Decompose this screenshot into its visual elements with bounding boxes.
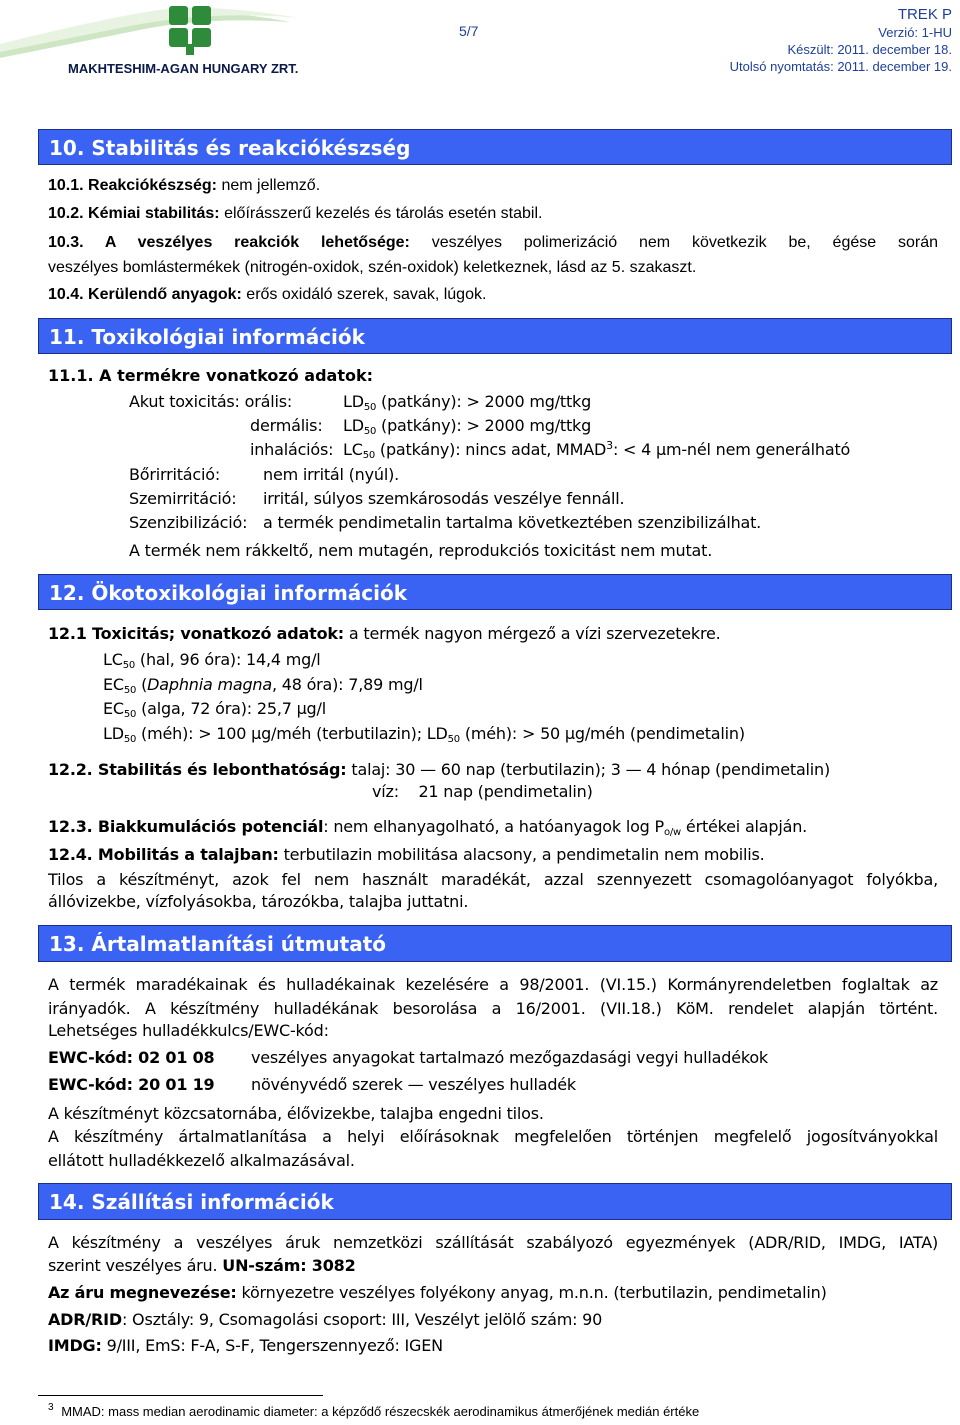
s11-subtitle: 11.1. A termékre vonatkozó adatok: (48, 366, 374, 385)
s10-line-2: 10.2. Kémiai stabilitás: előírásszerű kezelés és tárolás esetén stabil. (48, 205, 543, 222)
printed-date: Utolsó nyomtatás: 2011. december 19. (729, 59, 952, 74)
s10-line-1: 10.1. Reakciókészség: nem jellemző. (48, 177, 321, 194)
s12-row-1: $LC_{50}$ (hal, 96 óra): 14,4 mg/l (103, 650, 321, 671)
s11-inhal: inhalációs: (250, 440, 334, 459)
company-name: MAKHTESHIM-AGAN HUNGARY ZRT. (68, 61, 299, 76)
s14-para-5: IMDG: 9/III, EmS: F-A, S-F, Tengerszennyező: IGEN (48, 1336, 443, 1355)
s12-row-4: $LD_{50}$ (méh): > 100 µg/méh (terbutilazin); $LD_{50}$ (méh): > 50 µg/méh (pendimetalin) (103, 724, 745, 745)
s13-para-1: A termék maradékainak és hulladékainak kezelésére a 98/2001. (VI.15.) Kormányrendeletben foglaltak az (48, 975, 938, 994)
section-11-title: 11. Toxikológiai információk (38, 318, 952, 354)
s11-szem-label: Szemirritáció: (129, 489, 237, 508)
page-number: 5/7 (459, 23, 479, 39)
s12-row-3: $EC_{50}$ (alga, 72 óra): 25,7 µg/l (103, 699, 326, 720)
s11-dermal-value: $LD_{50}$ (patkány): > 2000 mg/ttkg (343, 416, 592, 437)
s14-para-1: A készítmény a veszélyes áruk nemzetközi szállítását szabályozó egyezmények (ADR/RID, IMDG, IATA) (48, 1233, 938, 1252)
footnote: $^3$ MMAD: mass median aerodinamic diameter: a képződő részecskék aerodinamikus átmerőjének medián értéke (48, 1402, 700, 1419)
s12-line-1: 12.1 Toxicitás; vonatkozó adatok: a termék nagyon mérgező a vízi szervezetekre. (48, 624, 721, 643)
s12-line-2b: víz: 21 nap (pendimetalin) (372, 782, 593, 801)
section-12-title: 12. Ökotoxikológiai információk (38, 574, 952, 610)
ewc-code-2: EWC-kód: 20 01 19 (48, 1075, 215, 1094)
s13-para-3: Lehetséges hulladékkulcs/EWC-kód: (48, 1021, 329, 1040)
s11-dermal: dermális: (250, 416, 323, 435)
created-date: Készült: 2011. december 18. (787, 42, 952, 57)
s11-szem-value: irritál, súlyos szemkárosodás veszélye fennáll. (263, 489, 625, 508)
s11-inhal-value: $LC_{50}$ (patkány): nincs adat, $MMAD^3$: < 4 µm-nél nem generálható (343, 439, 851, 461)
s12-para-2: állóvizekbe, vízfolyásokba, tározókba, talajba juttatni. (48, 892, 469, 911)
section-14-title: 14. Szállítási információk (38, 1183, 952, 1220)
section-10-title: 10. Stabilitás és reakciókészség (38, 129, 952, 165)
logo (0, 0, 380, 60)
ewc-code-1: EWC-kód: 02 01 08 (48, 1048, 215, 1067)
ewc-text-2: növényvédő szerek — veszélyes hulladék (251, 1075, 576, 1094)
footnote-rule (38, 1395, 323, 1396)
s12-para-1: Tilos a készítményt, azok fel nem használt maradékát, azzal szennyezett csomagolóanyagot folyókba, (48, 870, 938, 889)
version: Verzió: 1-HU (878, 25, 952, 40)
s11-szen-label: Szenzibilizáció: (129, 513, 248, 532)
s14-para-4: ADR/RID: Osztály: 9, Csomagolási csoport: III, Veszélyt jelölő szám: 90 (48, 1310, 603, 1329)
clover-icon (165, 4, 215, 56)
product-name: TREK P (897, 6, 952, 23)
s10-line-4: 10.4. Kerülendő anyagok: erős oxidáló szerek, savak, lúgok. (48, 286, 487, 303)
s12-line-4: 12.4. Mobilitás a talajban: terbutilazin mobilitása alacsony, a pendimetalin nem mobilis. (48, 845, 765, 864)
s10-line-3b: veszélyes bomlástermékek (nitrogén-oxidok, szén-oxidok) keletkeznek, lásd az 5. szakaszt. (48, 259, 697, 276)
s11-bor-value: nem irritál (nyúl). (263, 465, 399, 484)
s13-para-6: ellátott hulladékkezelő alkalmazásával. (48, 1151, 355, 1170)
s11-bor-label: Bőrirritáció: (129, 465, 221, 484)
s11-oral: Akut toxicitás: orális: (129, 392, 293, 411)
section-13-title: 13. Ártalmatlanítási útmutató (38, 925, 952, 962)
s14-para-2: szerint veszélyes áru. UN-szám: 3082 (48, 1256, 356, 1275)
s14-para-3: Az áru megnevezése: környezetre veszélyes folyékony anyag, m.n.n. (terbutilazin, pendimetalin) (48, 1283, 827, 1302)
s11-szen-value: a termék pendimetalin tartalma következtében szenzibilizálhat. (263, 513, 762, 532)
s13-para-5: A készítmény ártalmatlanítása a helyi előírásoknak megfelelően történjen megfelelő jogosítványokkal (48, 1127, 938, 1146)
s13-para-2: irányadók. A készítmény hulladékának besorolása a 16/2001. (VII.18.) KöM. rendelet alapján történt. (48, 999, 938, 1018)
s10-line-3: 10.3. A veszélyes reakciók lehetősége: veszélyes polimerizáció nem következik be, égése során (48, 234, 938, 251)
s13-para-4: A készítményt közcsatornába, élővizekbe, talajba engedni tilos. (48, 1104, 544, 1123)
s12-row-2: $EC_{50}$ (Daphnia magna, 48 óra): 7,89 mg/l (103, 675, 423, 696)
s12-line-3: 12.3. Biakkumulációs potenciál: nem elhanyagolható, a hatóanyagok $\log P_{o/w}$ értékei alapján. (48, 817, 808, 838)
ewc-text-1: veszélyes anyagokat tartalmazó mezőgazdasági vegyi hulladékok (251, 1048, 768, 1067)
s12-line-2: 12.2. Stabilitás és lebonthatóság: talaj: 30 — 60 nap (terbutilazin); 3 — 4 hónap (pendimetalin) (48, 760, 831, 779)
s11-oral-value: $LD_{50}$ (patkány): > 2000 mg/ttkg (343, 392, 592, 413)
s11-rak: A termék nem rákkeltő, nem mutagén, reprodukciós toxicitást nem mutat. (129, 541, 713, 560)
